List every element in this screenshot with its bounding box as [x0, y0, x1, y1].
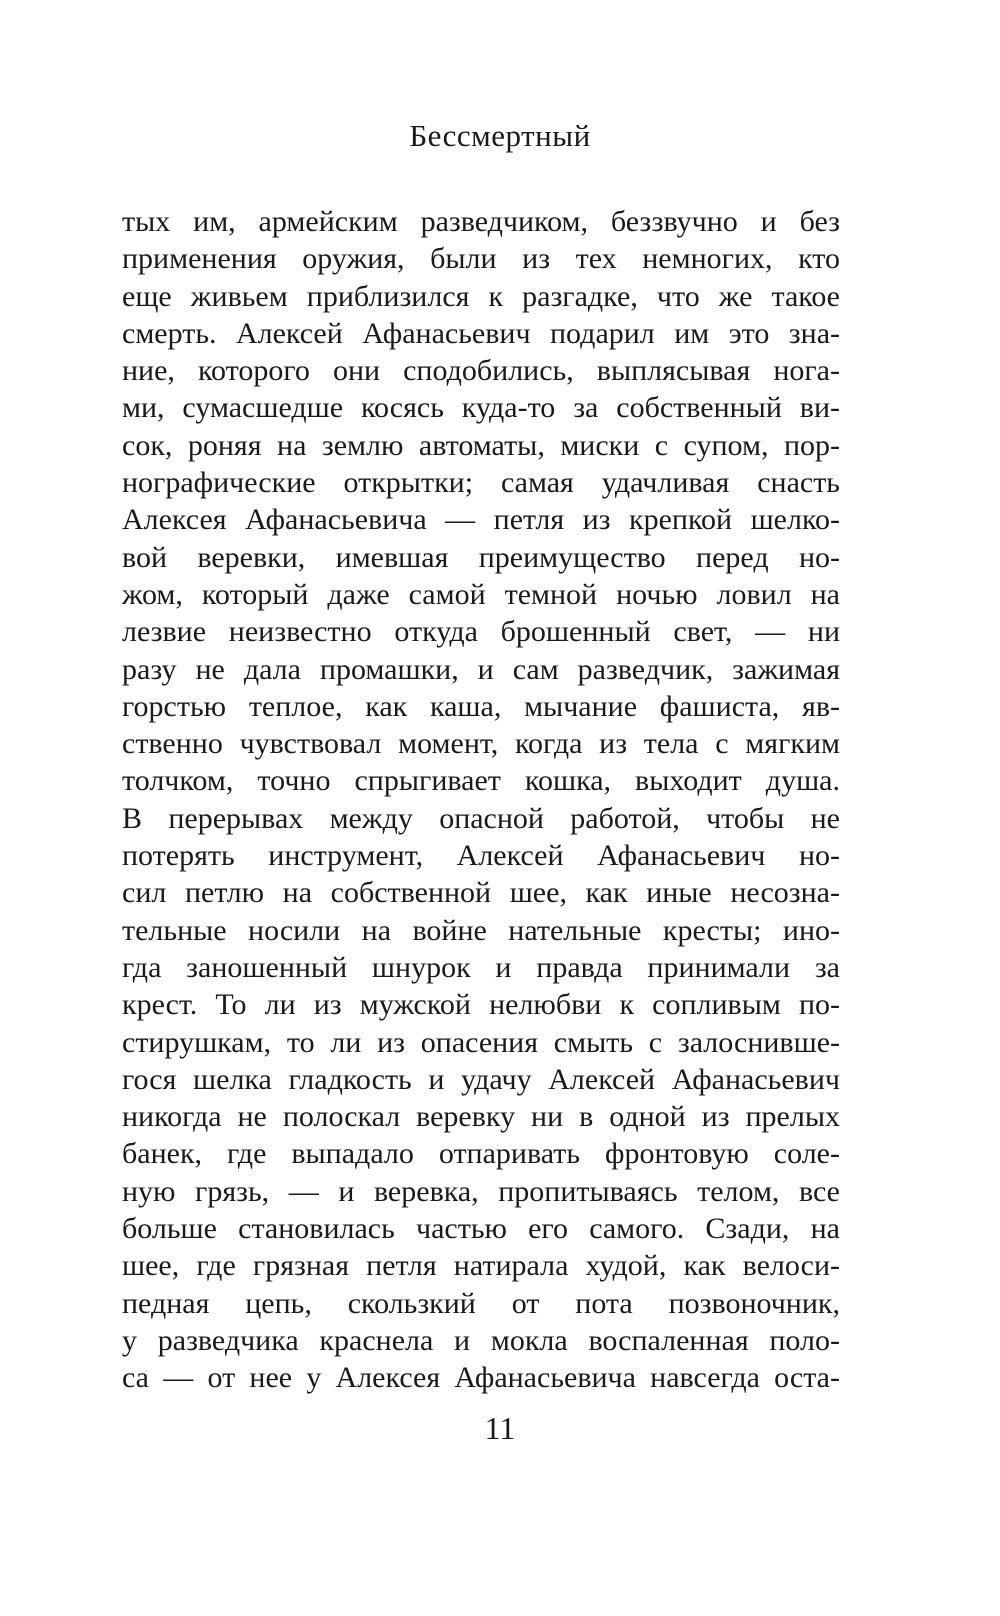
text-line: ную грязь, — и веревка, пропитываясь телом, все — [122, 1174, 840, 1208]
text-line: шее, где грязная петля натирала худой, как велоси- — [122, 1249, 840, 1283]
text-line: В перерывах между опасной работой, чтобы не — [122, 801, 840, 835]
text-line: педная цепь, скользкий от пота позвоночник, — [122, 1286, 840, 1320]
text-line: сил петлю на собственной шее, как иные несозна- — [122, 876, 840, 910]
text-line: ственно чувствовал момент, когда из тела с мягким — [122, 727, 840, 761]
text-line: смерть. Алексей Афанасьевич подарил им это зна- — [122, 316, 840, 350]
text-line: разу не дала промашки, и сам разведчик, зажимая — [122, 652, 840, 686]
text-line: никогда не полоскал веревку ни в одной из прелых — [122, 1100, 840, 1134]
text-line: больше становилась частью его самого. Сзади, на — [122, 1212, 840, 1246]
text-line: стирушкам, то ли из опасения смыть с залоснивше- — [122, 1025, 840, 1059]
text-line: горстью теплое, как каша, мычание фашиста, яв- — [122, 689, 840, 723]
text-line: банек, где выпадало отпаривать фронтовую соле- — [122, 1137, 840, 1171]
text-line: тых им, армейским разведчиком, беззвучно и без — [122, 205, 840, 238]
text-line: Алексея Афанасьевича — петля из крепкой шелко- — [122, 503, 840, 537]
text-line: потерять инструмент, Алексей Афанасьевич но- — [122, 839, 840, 873]
text-line: сок, роняя на землю автоматы, миски с супом, пор- — [122, 428, 840, 462]
text-line: са — от нее у Алексея Афанасьевича навсегда оста- — [122, 1361, 840, 1395]
text-line: жом, который даже самой темной ночью ловил на — [122, 577, 840, 611]
text-line: вой веревки, имевшая преимущество перед но- — [122, 540, 840, 574]
text-line: толчком, точно спрыгивает кошка, выходит душа. — [122, 764, 840, 798]
text-line: гося шелка гладкость и удачу Алексей Афанасьевич — [122, 1062, 840, 1096]
text-line: ние, которого они сподобились, выплясывая нога- — [122, 354, 840, 388]
body-text — [122, 203, 840, 1397]
page-number: 11 — [484, 1410, 516, 1446]
running-head: Бессмертный — [409, 118, 591, 153]
text-line: гда заношенный шнурок и правда принимали за — [122, 950, 840, 984]
text-line: ми, сумасшедше косясь куда-то за собственный ви- — [122, 391, 840, 425]
text-line: у разведчика краснела и мокла воспаленная поло- — [122, 1323, 840, 1357]
text-line: тельные носили на войне нательные кресты; ино- — [122, 913, 840, 947]
text-line: лезвие неизвестно откуда брошенный свет, — ни — [122, 615, 840, 649]
text-line: применения оружия, были из тех немногих, кто — [122, 242, 840, 276]
text-line: нографические открытки; самая удачливая снасть — [122, 466, 840, 500]
text-line: крест. То ли из мужской нелюбви к сопливым по- — [122, 988, 840, 1022]
text-line: еще живьем приблизился к разгадке, что же такое — [122, 279, 840, 313]
